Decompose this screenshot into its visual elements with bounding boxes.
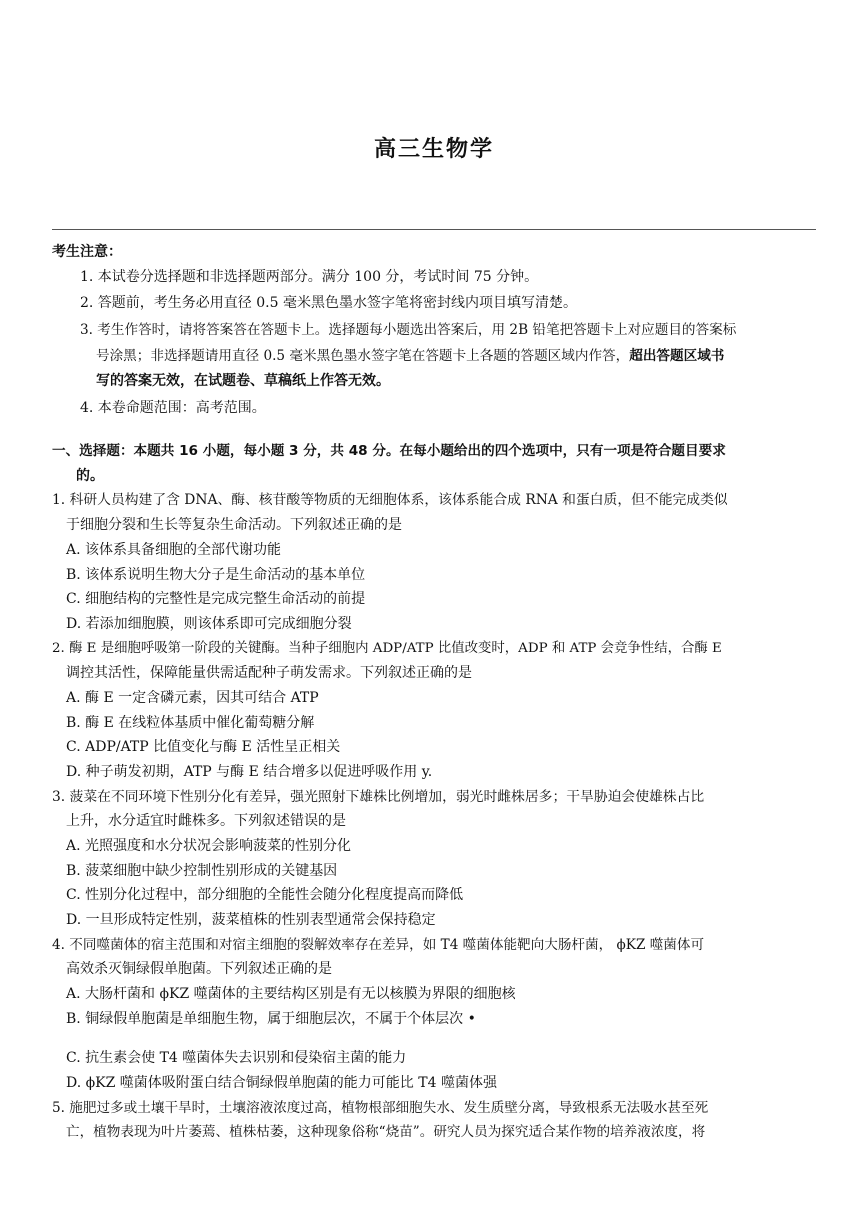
- notice-item-3-text: 号涂黑；非选择题请用直径 0.5 毫米黑色墨水签字笔在答题卡上各题的答题区域内作答，: [96, 348, 630, 364]
- q4-stem-line-2: 高效杀灭铜绿假单胞菌。下列叙述正确的是: [66, 961, 332, 977]
- q4-option-b: B. 铜绿假单胞菌是单细胞生物，属于细胞层次，不属于个体层次 •: [66, 1011, 476, 1027]
- notice-item-3-line-1: 3. 考生作答时，请将答案答在答题卡上。选择题每小题选出答案后，用 2B 铅笔把答题卡上对应题目的答案标: [80, 322, 737, 338]
- q1-option-a: A. 该体系具备细胞的全部代谢功能: [66, 542, 282, 558]
- q2-option-b: B. 酶 E 在线粒体基质中催化葡萄糖分解: [66, 715, 315, 731]
- section-1-heading-line-1: 一、选择题：本题共 16 小题，每小题 3 分，共 48 分。在每小题给出的四个选项中，只有一项是符合题目要求: [52, 443, 726, 459]
- notice-item-3-line-3: 写的答案无效，在试题卷、草稿纸上作答无效。: [96, 373, 390, 389]
- q2-option-c: C. ADP/ATP 比值变化与酶 E 活性呈正相关: [66, 739, 341, 755]
- q3-option-a: A. 光照强度和水分状况会影响菠菜的性别分化: [66, 838, 352, 854]
- q1-stem-line-1: 1. 科研人员构建了含 DNA、酶、核苷酸等物质的无细胞体系，该体系能合成 RNA 和蛋白质，但不能完成类似: [52, 492, 728, 508]
- q5-stem-line-1: 5. 施肥过多或土壤干旱时，土壤溶液浓度过高，植物根部细胞失水、发生质壁分离，导致根系无法吸水甚至死: [52, 1100, 709, 1116]
- q3-option-d: D. 一旦形成特定性别，菠菜植株的性别表型通常会保持稳定: [66, 912, 436, 928]
- q3-option-c: C. 性别分化过程中，部分细胞的全能性会随分化程度提高而降低: [66, 887, 464, 903]
- q2-option-d: D. 种子萌发初期，ATP 与酶 E 结合增多以促进呼吸作用 y.: [66, 764, 433, 780]
- q1-stem-line-2: 于细胞分裂和生长等复杂生命活动。下列叙述正确的是: [66, 517, 402, 533]
- notice-item-1: 1. 本试卷分选择题和非选择题两部分。满分 100 分，考试时间 75 分钟。: [80, 269, 539, 285]
- q5-stem-line-2: 亡，植物表现为叶片萎蔫、植株枯萎，这种现象俗称“烧苗”。研究人员为探究适合某作物的培养液浓度，将: [66, 1124, 706, 1140]
- q2-stem-line-2: 调控其活性，保障能量供需适配种子萌发需求。下列叙述正确的是: [66, 665, 472, 681]
- q2-option-a: A. 酶 E 一定含磷元素，因其可结合 ATP: [66, 690, 319, 706]
- q4-option-c: C. 抗生素会使 T4 噬菌体失去识别和侵染宿主菌的能力: [66, 1050, 407, 1066]
- q4-option-d: D. ϕKZ 噬菌体吸附蛋白结合铜绿假单胞菌的能力可能比 T4 噬菌体强: [66, 1075, 497, 1091]
- q4-stem-line-1: 4. 不同噬菌体的宿主范围和对宿主细胞的裂解效率存在差异，如 T4 噬菌体能靶向大肠杆菌， ϕKZ 噬菌体可: [52, 937, 705, 953]
- q4-option-a: A. 大肠杆菌和 ϕKZ 噬菌体的主要结构区别是有无以核膜为界限的细胞核: [66, 986, 516, 1002]
- q3-stem-line-1: 3. 菠菜在不同环境下性别分化有差异，强光照射下雄株比例增加，弱光时雌株居多；干旱胁迫会使雄株占比: [52, 789, 705, 805]
- q3-stem-line-2: 上升，水分适宜时雌株多。下列叙述错误的是: [66, 813, 346, 829]
- page-title: 高三生物学: [373, 137, 494, 162]
- q1-option-b: B. 该体系说明生物大分子是生命活动的基本单位: [66, 567, 366, 583]
- notice-item-3-emphasis: 超出答题区域书: [629, 348, 725, 364]
- q1-option-d: D. 若添加细胞膜，则该体系即可完成细胞分裂: [66, 616, 352, 632]
- notice-item-3-line-2: [96, 346, 724, 366]
- q2-stem-line-1: 2. 酶 E 是细胞呼吸第一阶段的关键酶。当种子细胞内 ADP/ATP 比值改变时，ADP 和 ATP 会竞争性结，合酶 E: [52, 641, 722, 656]
- notice-item-2: 2. 答题前，考生务必用直径 0.5 毫米黑色墨水签字笔将密封线内项目填写清楚。: [80, 295, 577, 311]
- header-divider: [52, 229, 816, 230]
- notice-item-4: 4. 本卷命题范围：高考范围。: [80, 400, 266, 416]
- q3-option-b: B. 菠菜细胞中缺少控制性别形成的关键基因: [66, 863, 338, 879]
- section-1-heading-line-2: 的。: [76, 468, 104, 484]
- q1-option-c: C. 细胞结构的完整性是完成完整生命活动的前提: [66, 591, 366, 607]
- notice-heading: 考生注意：: [52, 244, 122, 260]
